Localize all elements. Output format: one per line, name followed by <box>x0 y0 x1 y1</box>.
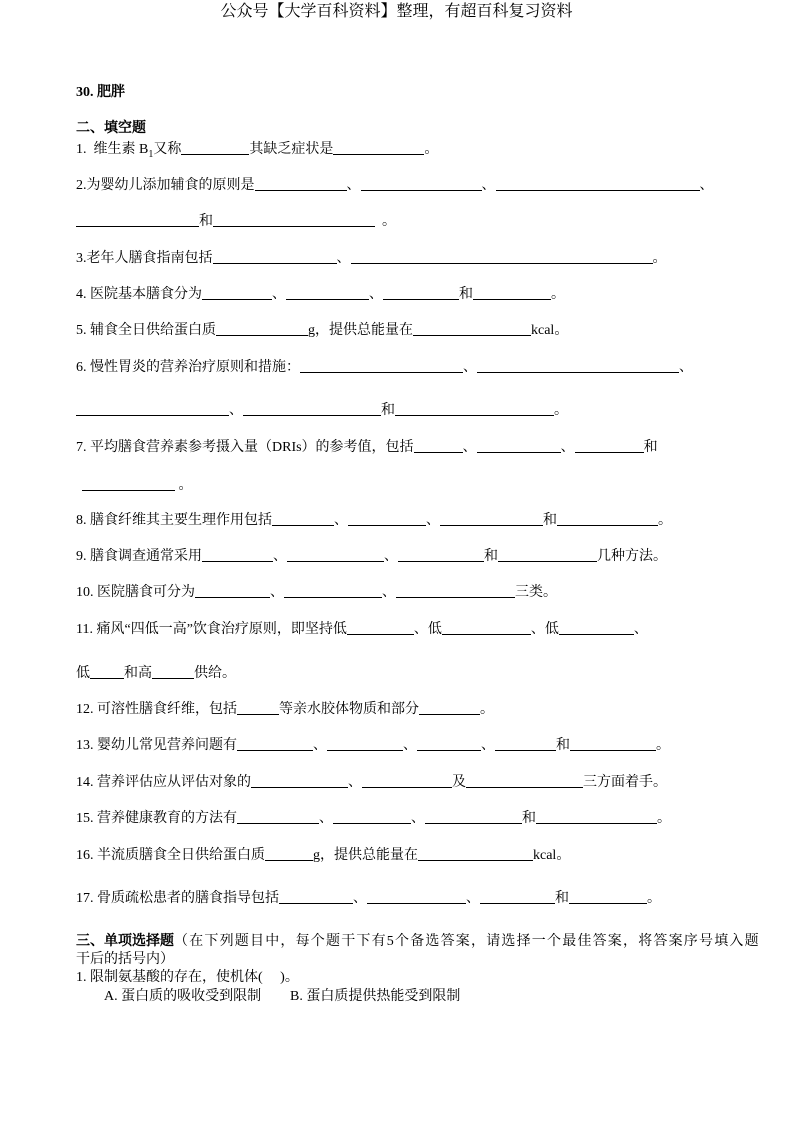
question-text: 、 <box>313 738 327 753</box>
answer-blank <box>480 890 555 904</box>
question-text: 、 <box>348 775 362 790</box>
question-text: 低 <box>76 666 90 681</box>
question-text: 15. 营养健康教育的方法有 <box>76 811 237 826</box>
question-text: 13. 婴幼儿常见营养问题有 <box>76 738 237 753</box>
question-4 <box>76 284 565 302</box>
answer-blank <box>255 177 347 191</box>
answer-blank <box>272 512 334 526</box>
question-text: 17. 骨质疏松患者的膳食指导包括 <box>76 891 279 906</box>
question-text: 其缺乏症状是 <box>249 142 334 157</box>
answer-blank <box>237 810 319 824</box>
answer-blank <box>473 286 551 300</box>
answer-blank <box>265 847 313 861</box>
question-text: 。 <box>175 478 193 493</box>
answer-blank <box>237 701 279 715</box>
question-text: 12. 可溶性膳食纤维，包括 <box>76 702 237 717</box>
answer-blank <box>367 890 466 904</box>
question-text: 。 <box>657 811 671 826</box>
question-text: 、 <box>411 811 425 826</box>
question-text: 、 <box>426 513 440 528</box>
answer-blank <box>569 890 647 904</box>
choice-question-1 <box>76 969 299 987</box>
question-5 <box>76 320 568 338</box>
answer-blank <box>90 665 124 679</box>
question-text: 和 <box>459 287 473 302</box>
answer-blank <box>237 737 313 751</box>
question-text: 和高 <box>124 666 152 681</box>
choice-section-instructions: 干后的括号内） <box>76 952 174 967</box>
question-text: 。 <box>424 142 439 157</box>
question-10 <box>76 582 557 600</box>
question-text: 、 <box>679 360 693 375</box>
question-text: g，提供总能量在 <box>308 323 413 338</box>
answer-blank <box>417 737 481 751</box>
answer-blank <box>536 810 657 824</box>
choice-option-text: A. 蛋白质的吸收受到限制 <box>104 989 262 1004</box>
question-text: 。 <box>554 403 568 418</box>
answer-blank <box>477 439 561 453</box>
answer-blank <box>76 402 229 416</box>
answer-blank <box>347 621 414 635</box>
answer-blank <box>361 177 482 191</box>
answer-blank <box>251 774 348 788</box>
question-text: 11. 痛风“四低一高”饮食治疗原则，即坚持低 <box>76 622 347 637</box>
question-text: 、 <box>481 738 495 753</box>
question-text: kcal。 <box>531 323 569 338</box>
question-text: 三类。 <box>515 585 557 600</box>
question-9 <box>76 546 667 564</box>
answer-blank <box>213 250 337 264</box>
answer-blank <box>279 890 353 904</box>
answer-blank <box>414 439 463 453</box>
question-text: 9. 膳食调查通常采用 <box>76 549 202 564</box>
question-text: 几种方法。 <box>597 549 667 564</box>
answer-blank <box>152 665 194 679</box>
question-8 <box>76 510 672 528</box>
answer-blank <box>413 322 531 336</box>
question-7-line-2 <box>82 475 193 493</box>
question-text: 、低 <box>530 622 559 637</box>
question-text: 10. 医院膳食可分为 <box>76 585 195 600</box>
question-12 <box>76 699 494 717</box>
answer-blank <box>477 359 679 373</box>
question-text: 及 <box>452 775 466 790</box>
question-text: 1. 维生素 B <box>76 142 149 157</box>
question-text: 、 <box>334 513 348 528</box>
question-text: 。 <box>658 513 672 528</box>
answer-blank <box>396 584 515 598</box>
question-text: 14. 营养评估应从评估对象的 <box>76 775 251 790</box>
question-14 <box>76 772 667 790</box>
question-3 <box>76 248 667 266</box>
question-11-line-2 <box>76 663 236 681</box>
question-text: 3.老年人膳食指南包括 <box>76 251 213 266</box>
question-text: 、低 <box>413 622 442 637</box>
question-text: 、 <box>463 360 477 375</box>
question-text: 、 <box>462 440 477 455</box>
page-header: 公众号【大学百科资料】整理，有超百科复习资料 <box>220 3 573 20</box>
question-text: 、 <box>270 585 284 600</box>
question-2-line-2 <box>76 211 396 229</box>
question-text: 又称 <box>153 142 182 157</box>
answer-blank <box>202 548 273 562</box>
answer-blank <box>495 737 556 751</box>
choice-option-a <box>104 988 261 1006</box>
question-7-line-1 <box>76 437 658 455</box>
answer-blank <box>300 359 463 373</box>
question-text: 供给。 <box>194 666 236 681</box>
question-text: 、 <box>336 251 351 266</box>
question-text: 2.为婴幼儿添加辅食的原则是 <box>76 178 255 193</box>
question-text: 、 <box>229 403 243 418</box>
question-text: 。 <box>656 738 670 753</box>
answer-blank <box>442 621 531 635</box>
question-text: 、 <box>384 549 398 564</box>
fill-in-section-title: 二、填空题 <box>76 121 146 136</box>
answer-blank <box>243 402 381 416</box>
question-text: 三方面着手。 <box>583 775 667 790</box>
question-text: 、 <box>481 178 496 193</box>
question-text: 和 <box>522 811 536 826</box>
question-15 <box>76 808 671 826</box>
question-17 <box>76 888 661 906</box>
question-16 <box>76 845 570 863</box>
question-text: 5. 辅食全日供给蛋白质 <box>76 323 216 338</box>
answer-blank <box>362 774 452 788</box>
chapter-title: 30. 肥胖 <box>76 85 125 100</box>
answer-blank <box>559 621 634 635</box>
question-text: 、 <box>353 891 367 906</box>
answer-blank <box>181 141 249 155</box>
question-text: 、 <box>346 178 361 193</box>
answer-blank <box>287 548 384 562</box>
answer-blank <box>286 286 369 300</box>
answer-blank <box>466 774 583 788</box>
question-text: kcal。 <box>533 848 571 863</box>
question-text: 。 <box>652 251 667 266</box>
answer-blank <box>195 584 270 598</box>
answer-blank <box>284 584 382 598</box>
question-text: 、 <box>633 622 648 637</box>
question-text: 、 <box>319 811 333 826</box>
question-text: 和 <box>556 738 570 753</box>
question-text: 、 <box>699 178 714 193</box>
answer-blank <box>216 322 308 336</box>
answer-blank <box>498 548 597 562</box>
answer-blank <box>440 512 543 526</box>
question-text: 和 <box>543 513 557 528</box>
question-text: 、 <box>466 891 480 906</box>
answer-blank <box>383 286 459 300</box>
question-text: g，提供总能量在 <box>313 848 418 863</box>
answer-blank <box>348 512 426 526</box>
answer-blank <box>398 548 484 562</box>
question-text: 。 <box>647 891 661 906</box>
answer-blank <box>557 512 658 526</box>
choice-section-instructions-line-2 <box>76 951 174 969</box>
question-13 <box>76 735 670 753</box>
choice-option-b <box>290 988 460 1006</box>
answer-blank <box>496 177 700 191</box>
answer-blank <box>202 286 272 300</box>
answer-blank <box>425 810 522 824</box>
question-text: 和 <box>555 891 569 906</box>
question-text: 、 <box>272 287 286 302</box>
question-text: 和 <box>484 549 498 564</box>
question-text: 。 <box>480 702 494 717</box>
question-text: 、 <box>369 287 383 302</box>
question-text: 和 <box>643 440 658 455</box>
question-text: 6. 慢性胃炎的营养治疗原则和措施： <box>76 360 300 375</box>
answer-blank <box>351 250 653 264</box>
question-text: 8. 膳食纤维其主要生理作用包括 <box>76 513 272 528</box>
subscript: 1 <box>148 149 154 160</box>
question-1 <box>76 139 439 160</box>
answer-blank <box>395 402 554 416</box>
question-6-line-2 <box>76 400 568 418</box>
question-text: 16. 半流质膳食全日供给蛋白质 <box>76 848 265 863</box>
answer-blank <box>327 737 403 751</box>
question-text: 。 <box>375 214 396 229</box>
question-6-line-1 <box>76 357 693 375</box>
question-text: 。 <box>551 287 565 302</box>
question-text: 等亲水胶体物质和部分 <box>279 702 419 717</box>
answer-blank <box>82 477 175 491</box>
question-11-line-1 <box>76 619 648 637</box>
question-text: 4. 医院基本膳食分为 <box>76 287 202 302</box>
answer-blank <box>418 847 533 861</box>
choice-section-instructions: （在下列题目中，每个题干下有5个备选答案，请选择一个最佳答案，将答案序号填入题 <box>174 934 760 949</box>
choice-option-text: B. 蛋白质提供热能受到限制 <box>290 989 461 1004</box>
answer-blank <box>575 439 644 453</box>
question-text: 、 <box>273 549 287 564</box>
question-text: 7. 平均膳食营养素参考摄入量（DRIs）的参考值，包括 <box>76 440 414 455</box>
answer-blank <box>570 737 656 751</box>
question-text: 和 <box>381 403 395 418</box>
question-text: 和 <box>199 214 213 229</box>
answer-blank <box>419 701 480 715</box>
question-text: 、 <box>382 585 396 600</box>
choice-section-title: 三、单项选择题 <box>76 934 174 949</box>
question-text: 、 <box>560 440 575 455</box>
question-2-line-1 <box>76 175 714 193</box>
answer-blank <box>76 213 199 227</box>
answer-blank <box>333 141 424 155</box>
answer-blank <box>213 213 375 227</box>
question-text: 、 <box>403 738 417 753</box>
choice-section-heading <box>76 933 760 951</box>
answer-blank <box>333 810 411 824</box>
choice-question-stem: 1. 限制氨基酸的存在，使机体( )。 <box>76 970 299 985</box>
